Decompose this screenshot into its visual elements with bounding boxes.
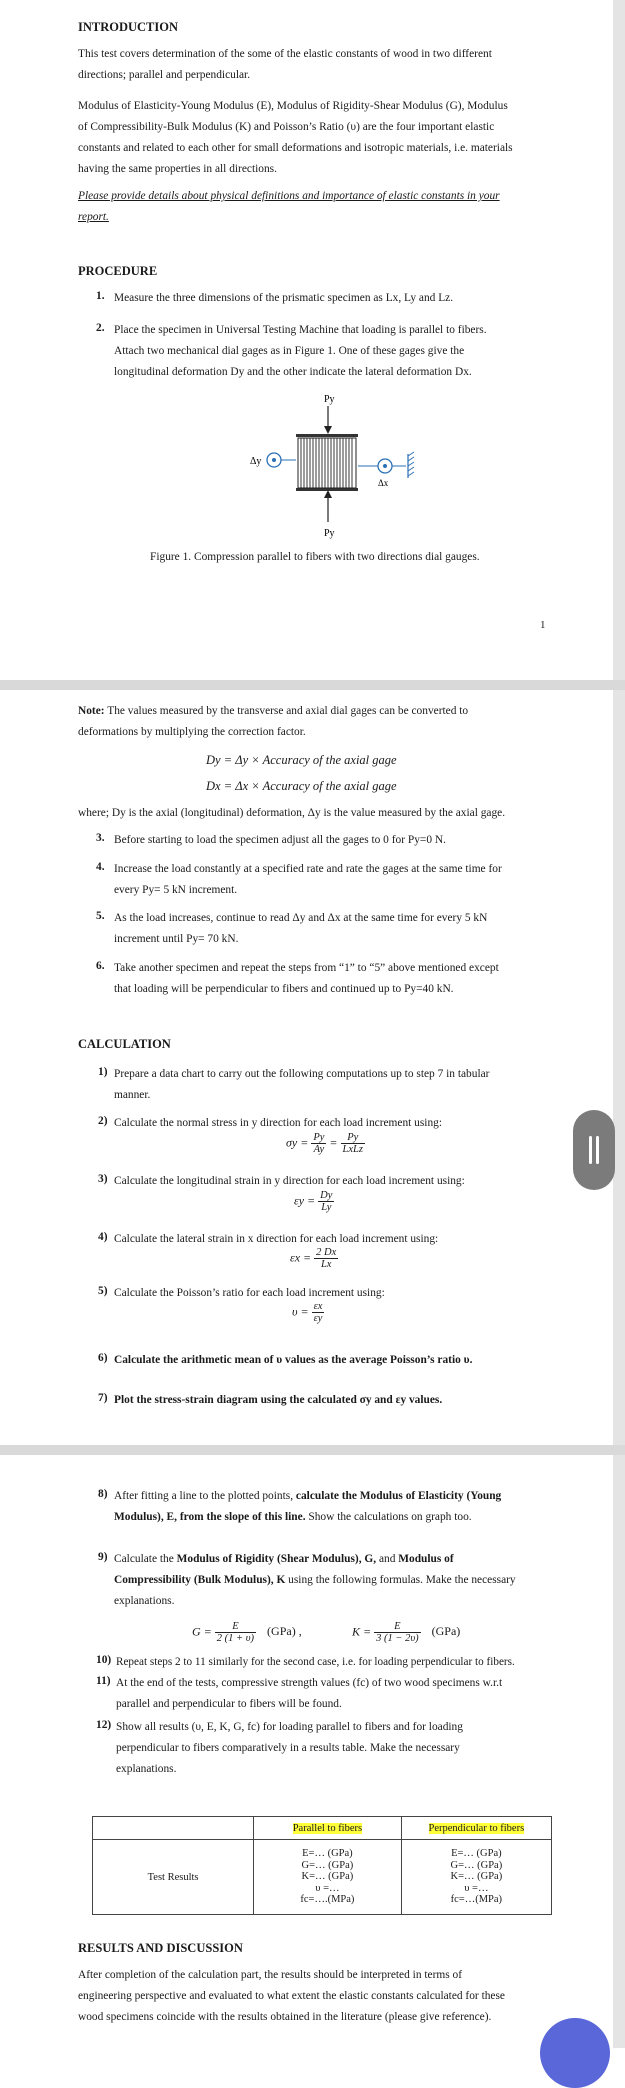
step-2-number: 2. xyxy=(96,322,105,334)
intro-p2-line4: having the same properties in all directions. xyxy=(78,163,277,175)
dx-label: Δx xyxy=(378,478,389,488)
report-note-line2: report. xyxy=(78,211,109,223)
step-5-text xyxy=(114,908,554,950)
equation-dx: Dx = Δx × Accuracy of the axial gage xyxy=(206,779,397,793)
dy-label: Δy xyxy=(250,456,262,467)
intro-p2-line3: constants and related to each other for small deformations and isotropic materials, i.e. materials xyxy=(78,142,513,154)
step-1-number: 1. xyxy=(96,290,105,302)
calc-1-line1: Prepare a data chart to carry out the following computations up to step 7 in tabular xyxy=(114,1068,490,1080)
scroll-grip-right-icon xyxy=(596,1136,599,1164)
results-discussion-heading: RESULTS AND DISCUSSION xyxy=(78,1941,243,1955)
note-paragraph xyxy=(78,701,548,743)
intro-p2-line2: of Compressibility-Bulk Modulus (K) and Poisson’s Ratio (υ) are the four important elastic xyxy=(78,121,495,133)
equation-dy: Dy = Δy × Accuracy of the axial gage xyxy=(206,753,397,767)
intro-p2-line1: Modulus of Elasticity-Young Modulus (E), Modulus of Rigidity-Shear Modulus (G), Modulus xyxy=(78,100,508,112)
note-line2: deformations by multiplying the correction factor. xyxy=(78,726,306,738)
calc-9-number: 9) xyxy=(98,1551,108,1563)
formula-bulk-modulus: K = $\frac{E}{3 (1 - 2\upsilon)}$ (GPa) xyxy=(352,1621,461,1644)
py-top-label: Py xyxy=(324,394,335,405)
load-arrowhead-top xyxy=(324,426,332,434)
calc-2-number: 2) xyxy=(98,1115,108,1127)
results-discussion-paragraph: After completion of the calculation part, the results should be interpreted in terms of engineering perspective and evaluated to what extent the elastic constants calculated for these wood specimens coincide with the results obtained in the literature (please give reference). xyxy=(78,1969,505,2023)
calc-6-number: 6) xyxy=(98,1352,108,1364)
parallel-results-cell: E=… (GPa) G=… (GPa) K=… (GPa) υ =… fc=….(MPa) xyxy=(254,1840,402,1915)
report-note-line1: Please provide details about physical definitions and importance of elastic constants in your xyxy=(78,190,500,202)
calc-3-number: 3) xyxy=(98,1173,108,1185)
step-5-number: 5. xyxy=(96,910,105,922)
intro-paragraph-1 xyxy=(78,44,548,86)
step-2-line2: Attach two mechanical dial gages as in Figure 1. One of these gages give the xyxy=(114,345,465,357)
figure-1-diagram xyxy=(230,392,440,544)
calc-8-number: 8) xyxy=(98,1488,108,1500)
perpendicular-results-cell: E=… (GPa) G=… (GPa) K=… (GPa) υ =… fc=…(MPa) xyxy=(401,1840,551,1915)
step-2-line1: Place the specimen in Universal Testing Machine that loading is parallel to fibers. xyxy=(114,324,487,336)
calc-9-text: Calculate the Modulus of Rigidity (Shear Modulus), G, and Modulus of Compressibility (Bulk Modulus), K using the following formulas. Make the necessary explanations. xyxy=(114,1553,516,1607)
results-table-row xyxy=(93,1840,552,1915)
step-6-line2: that loading will be perpendicular to fibers and continued up to Py=40 kN. xyxy=(114,983,454,995)
report-note xyxy=(78,186,548,228)
figure-1-caption: Figure 1. Compression parallel to fibers with two directions dial gauges. xyxy=(150,551,480,563)
step-2-line3: longitudinal deformation Dy and the other indicate the lateral deformation Dx. xyxy=(114,366,472,378)
formula-longitudinal-strain: εy = $\frac{Dy}{Ly}$ xyxy=(294,1190,333,1213)
step-3-number: 3. xyxy=(96,832,105,844)
step-2-text xyxy=(114,320,554,383)
calc-10-number: 10) xyxy=(96,1654,112,1666)
document-page-3 xyxy=(0,1455,613,2048)
calc-5-text: Calculate the Poisson’s ratio for each load increment using: xyxy=(114,1287,385,1299)
results-table xyxy=(92,1816,552,1915)
step-6-text xyxy=(114,958,554,1000)
intro-p1-line1: This test covers determination of the some of the elastic constants of wood in two different xyxy=(78,48,492,60)
calc-11-text: At the end of the tests, compressive strength values (fc) of two wood specimens w.r.t parallel and perpendicular to fibers will be found. xyxy=(116,1677,503,1710)
scroll-grip-left-icon xyxy=(589,1136,592,1164)
note-label: Note: xyxy=(78,705,105,717)
scroll-handle[interactable] xyxy=(573,1110,615,1190)
calc-7-text: Plot the stress-strain diagram using the calculated σy and εy values. xyxy=(114,1394,443,1406)
formula-normal-stress: σy = $\frac{Py}{Ay}$ = $\frac{Py}{\text{LxLz}}$ xyxy=(286,1132,363,1155)
step-6-number: 6. xyxy=(96,960,105,972)
calc-12-number: 12) xyxy=(96,1719,112,1731)
step-4-line2: every Py= 5 kN increment. xyxy=(114,884,238,896)
where-sentence: where; Dy is the axial (longitudinal) deformation, Δy is the value measured by the axial gage. xyxy=(78,807,506,819)
row-label-test-results: Test Results xyxy=(93,1840,254,1915)
calc-2-text: Calculate the normal stress in y direction for each load increment using: xyxy=(114,1117,443,1129)
page-number: 1 xyxy=(540,619,546,631)
note-line1: The values measured by the transverse and axial dial gages can be converted to xyxy=(107,705,469,717)
column-perpendicular: Perpendicular to fibers xyxy=(401,1817,551,1840)
calc-7-number: 7) xyxy=(98,1392,108,1404)
page-separator-2 xyxy=(0,1445,625,1455)
document-page-2 xyxy=(0,690,613,1445)
formula-poisson-ratio: υ = $\frac{\varepsilon x}{\varepsilon y}$ xyxy=(292,1301,323,1324)
calc-6-text: Calculate the arithmetic mean of υ values as the average Poisson’s ratio υ. xyxy=(114,1354,473,1366)
column-parallel: Parallel to fibers xyxy=(254,1817,402,1840)
intro-paragraph-2 xyxy=(78,96,548,180)
step-6-line1: Take another specimen and repeat the steps from “1” to “5” above mentioned except xyxy=(114,962,499,974)
intro-p1-line2: directions; parallel and perpendicular. xyxy=(78,69,251,81)
page-separator-1 xyxy=(0,680,625,690)
specimen-hatched xyxy=(298,438,356,488)
calc-8-text: After fitting a line to the plotted points, calculate the Modulus of Elasticity (Young Modulus), E, from the slope of this line. Show the calculations on graph too. xyxy=(114,1490,502,1523)
calc-1-number: 1) xyxy=(98,1066,108,1078)
calc-10-text: Repeat steps 2 to 11 similarly for the second case, i.e. for loading perpendicular to fibers. xyxy=(116,1656,515,1668)
step-1-text: Measure the three dimensions of the prismatic specimen as Lx, Ly and Lz. xyxy=(114,292,454,304)
calc-1-text xyxy=(114,1064,554,1106)
introduction-heading: INTRODUCTION xyxy=(78,20,179,34)
right-gutter xyxy=(613,0,625,2048)
step-5-line2: increment until Py= 70 kN. xyxy=(114,933,239,945)
calc-3-text: Calculate the longitudinal strain in y direction for each load increment using: xyxy=(114,1175,465,1187)
calc-4-text: Calculate the lateral strain in x direction for each load increment using: xyxy=(114,1233,439,1245)
floating-action-button[interactable] xyxy=(540,2018,610,2088)
step-5-line1: As the load increases, continue to read Δy and Δx at the same time for every 5 kN xyxy=(114,912,488,924)
calc-4-number: 4) xyxy=(98,1231,108,1243)
step-4-line1: Increase the load constantly at a specified rate and rate the gages at the same time for xyxy=(114,863,502,875)
calc-12-text: Show all results (υ, E, K, G, fc) for loading parallel to fibers and for loading perpendicular to fibers comparatively in a results table. Make the necessary explanations. xyxy=(116,1721,463,1775)
calc-5-number: 5) xyxy=(98,1285,108,1297)
formula-lateral-strain: εx = $\frac{2 Dx}{Lx}$ xyxy=(290,1247,337,1270)
calc-11-number: 11) xyxy=(96,1675,111,1687)
step-4-text xyxy=(114,859,554,901)
procedure-heading: PROCEDURE xyxy=(78,264,158,278)
top-platen xyxy=(296,434,358,437)
calculation-heading: CALCULATION xyxy=(78,1037,171,1051)
support-hatch-icon xyxy=(408,452,414,478)
results-table-header xyxy=(93,1817,552,1840)
py-bottom-label: Py xyxy=(324,528,335,539)
calc-1-line2: manner. xyxy=(114,1089,151,1101)
step-4-number: 4. xyxy=(96,861,105,873)
step-3-text: Before starting to load the specimen adjust all the gages to 0 for Py=0 N. xyxy=(114,834,446,846)
document-page-1 xyxy=(0,0,613,690)
formula-shear-modulus: G = $\frac{E}{2 (1 + \upsilon)}$ (GPa) , xyxy=(192,1621,302,1644)
